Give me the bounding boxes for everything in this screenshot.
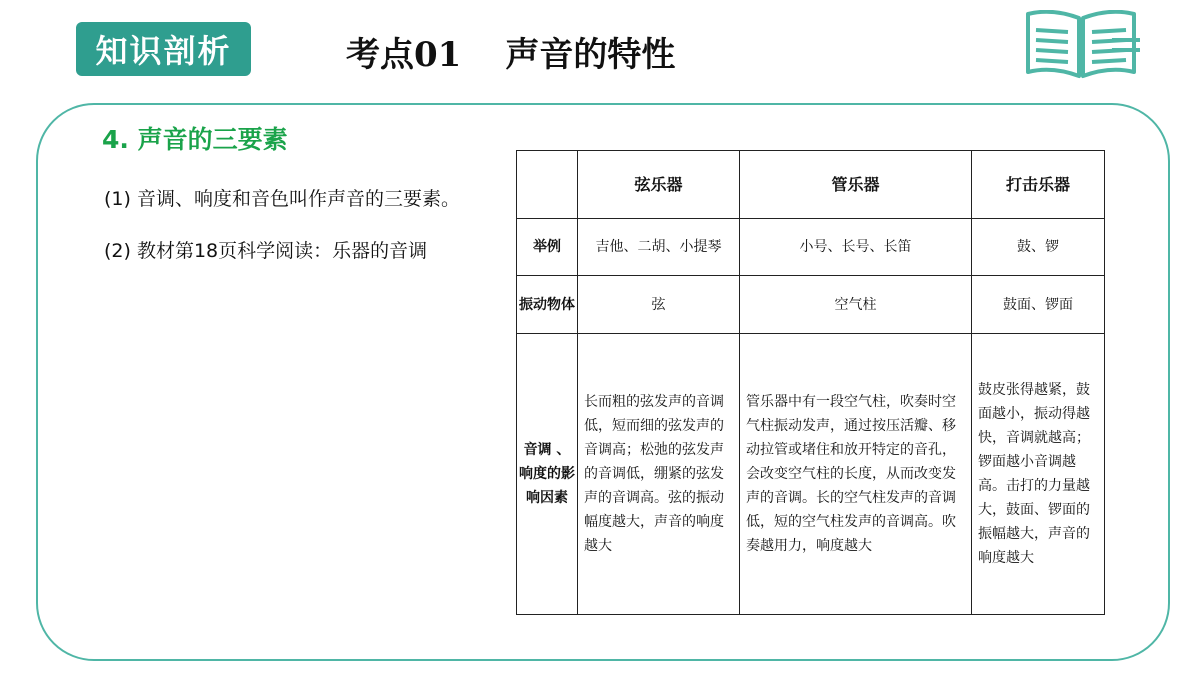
topic-title: 声音的特性 [505, 34, 676, 75]
row-header: 音调 、响度的影响因素 [517, 334, 578, 615]
point-1: (1) 音调、响度和音色叫作声音的三要素。 [104, 188, 460, 210]
table-cell: 弦 [578, 276, 740, 334]
table-cell: 吉他、二胡、小提琴 [578, 219, 740, 276]
open-book-icon [1022, 10, 1140, 82]
table-row [517, 334, 1105, 615]
table-header-cell [517, 151, 578, 219]
table-header-cell: 打击乐器 [972, 151, 1105, 219]
section-heading: 4. 声音的三要素 [102, 125, 288, 154]
row-header: 振动物体 [517, 276, 578, 334]
point-2: (2) 教材第18页科学阅读：乐器的音调 [104, 240, 428, 262]
instrument-table [516, 150, 1105, 615]
page-title [346, 26, 675, 76]
table-cell: 空气柱 [740, 276, 972, 334]
table-header-cell: 弦乐器 [578, 151, 740, 219]
table-cell: 管乐器中有一段空气柱，吹奏时空气柱振动发声，通过按压活瓣、移动拉管或堵住和放开特定的音孔，会改变空气柱的长度，从而改变发声的音调。长的空气柱发声的音调低，短的空气柱发声的音调高。吹奏越用力，响度越大 [740, 334, 972, 615]
table-cell: 长而粗的弦发声的音调低，短而细的弦发声的音调高；松弛的弦发声的音调低，绷紧的弦发声的音调高。弦的振动幅度越大，声音的响度越大 [578, 334, 740, 615]
table-row [517, 276, 1105, 334]
table-cell: 小号、长号、长笛 [740, 219, 972, 276]
table-header-cell: 管乐器 [740, 151, 972, 219]
table-cell: 鼓、锣 [972, 219, 1105, 276]
row-header: 举例 [517, 219, 578, 276]
table-cell: 鼓皮张得越紧，鼓面越小，振动得越快，音调就越高；锣面越小音调越高。击打的力量越大，鼓面、锣面的振幅越大，声音的响度越大 [972, 334, 1105, 615]
topic-code: 考点01 [346, 34, 462, 75]
table-row [517, 219, 1105, 276]
section-badge: 知识剖析 [76, 22, 251, 76]
table-header-row [517, 151, 1105, 219]
table-cell: 鼓面、锣面 [972, 276, 1105, 334]
